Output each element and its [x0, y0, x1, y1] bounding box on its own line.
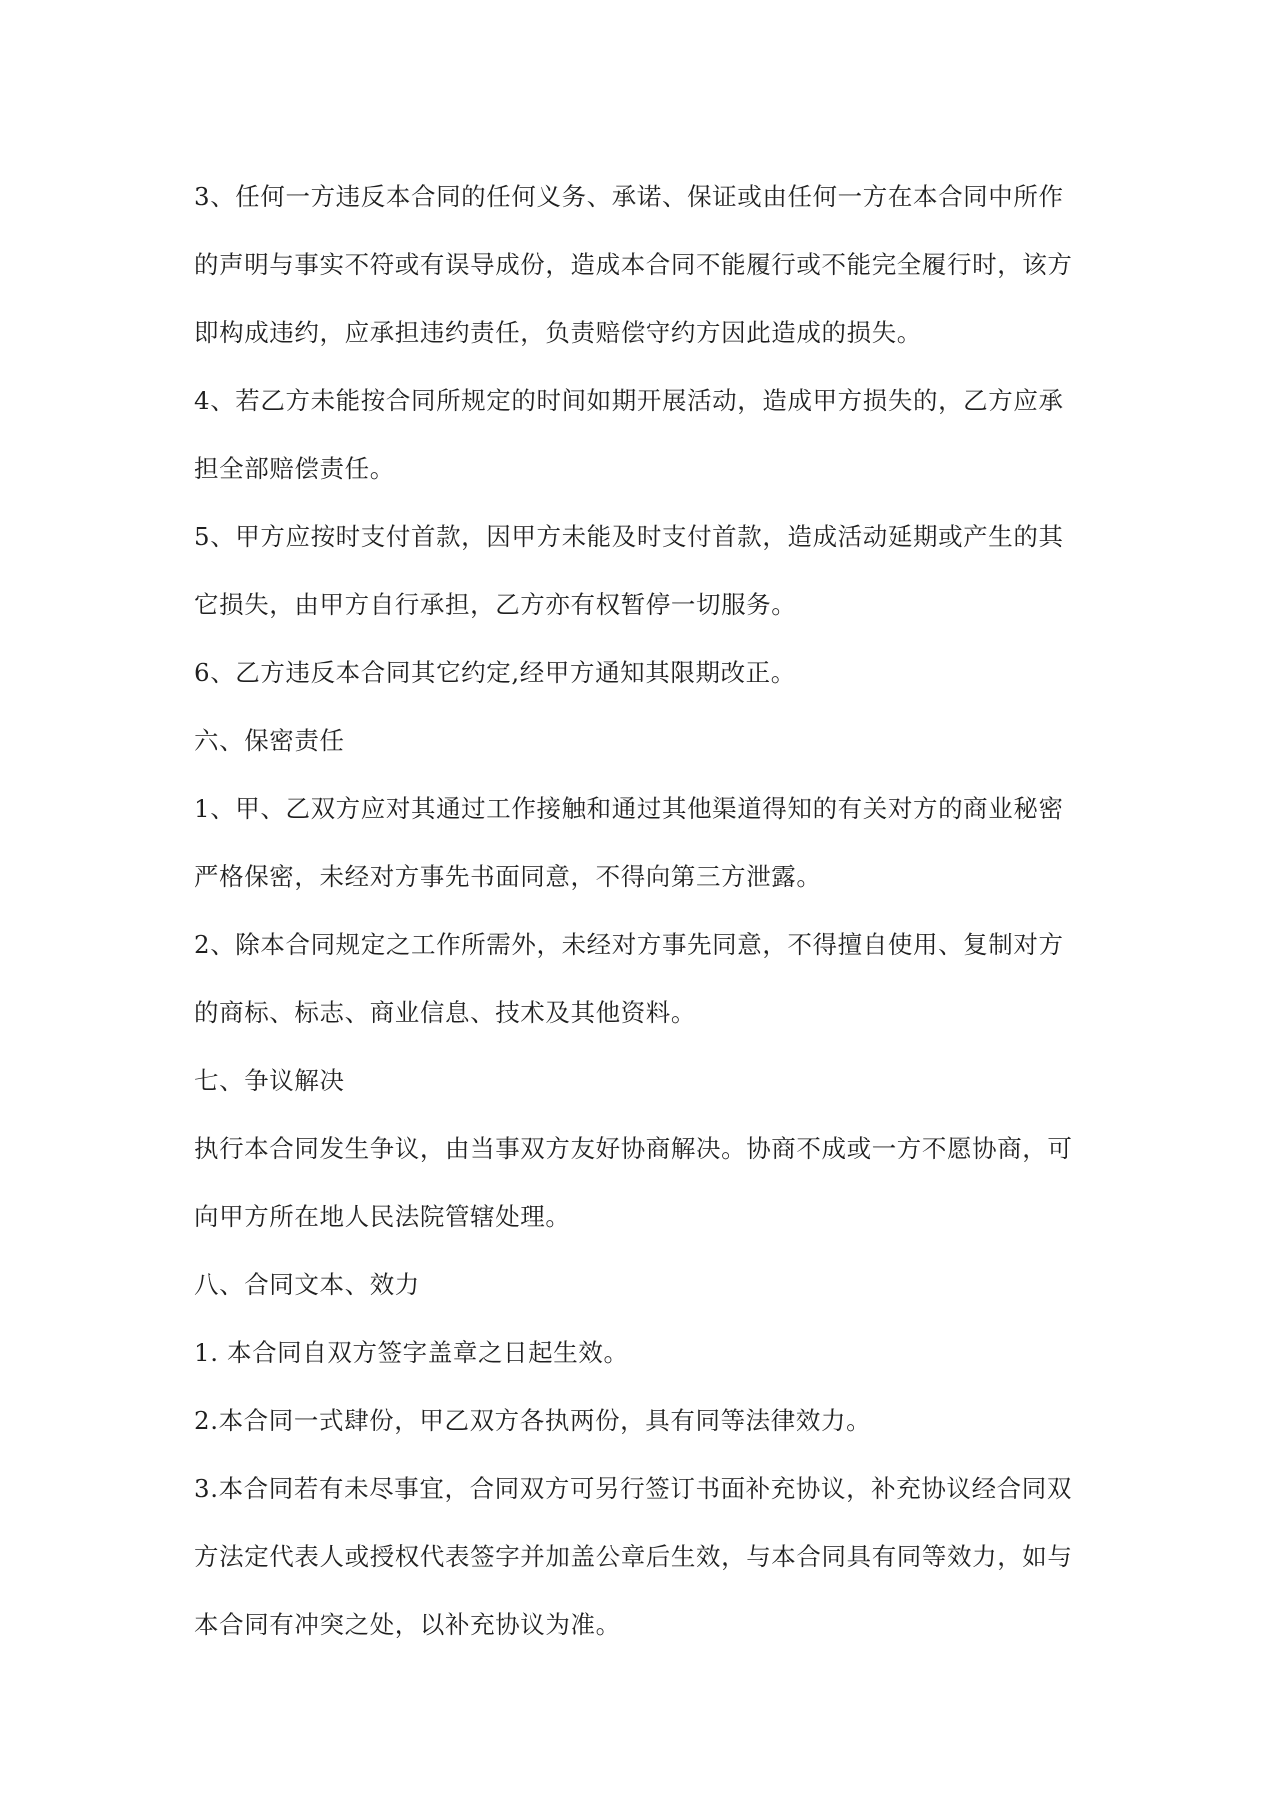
text-line: 2、除本合同规定之工作所需外，未经对方事先同意，不得擅自使用、复制对方: [194, 930, 1064, 959]
text-line: 5、甲方应按时支付首款，因甲方未能及时支付首款，造成活动延期或产生的其: [194, 522, 1064, 551]
text-line: 执行本合同发生争议，由当事双方友好协商解决。协商不成或一方不愿协商，可: [194, 1134, 1073, 1163]
text-line: 向甲方所在地人民法院管辖处理。: [194, 1202, 571, 1231]
text-line: 它损失，由甲方自行承担，乙方亦有权暂停一切服务。: [194, 590, 797, 619]
text-line: 1、甲、乙双方应对其通过工作接触和通过其他渠道得知的有关对方的商业秘密: [194, 794, 1064, 823]
text-line: 3.本合同若有未尽事宜，合同双方可另行签订书面补充协议，补充协议经合同双: [194, 1474, 1072, 1503]
text-line: 方法定代表人或授权代表签字并加盖公章后生效，与本合同具有同等效力，如与: [194, 1542, 1073, 1571]
text-line: 严格保密，未经对方事先书面同意，不得向第三方泄露。: [194, 862, 822, 891]
text-line: 2.本合同一式肆份，甲乙双方各执两份，具有同等法律效力。: [194, 1406, 872, 1435]
text-line: 的商标、标志、商业信息、技术及其他资料。: [194, 998, 696, 1027]
contract-text: [194, 163, 1100, 1659]
text-line: 6、乙方违反本合同其它约定,经甲方通知其限期改正。: [194, 658, 796, 687]
section-heading-confidentiality: 六、保密责任: [194, 726, 345, 755]
text-line: 3、任何一方违反本合同的任何义务、承诺、保证或由任何一方在本合同中所作: [194, 182, 1064, 211]
text-line: 担全部赔偿责任。: [194, 454, 395, 483]
section-heading-dispute-resolution: 七、争议解决: [194, 1066, 345, 1095]
text-line: 1. 本合同自双方签字盖章之日起生效。: [194, 1338, 629, 1367]
text-line: 本合同有冲突之处，以补充协议为准。: [194, 1610, 621, 1639]
text-line: 即构成违约，应承担违约责任，负责赔偿守约方因此造成的损失。: [194, 318, 922, 347]
section-heading-contract-validity: 八、合同文本、效力: [194, 1270, 420, 1299]
text-line: 4、若乙方未能按合同所规定的时间如期开展活动，造成甲方损失的，乙方应承: [194, 386, 1064, 415]
text-line: 的声明与事实不符或有误导成份，造成本合同不能履行或不能完全履行时，该方: [194, 250, 1073, 279]
